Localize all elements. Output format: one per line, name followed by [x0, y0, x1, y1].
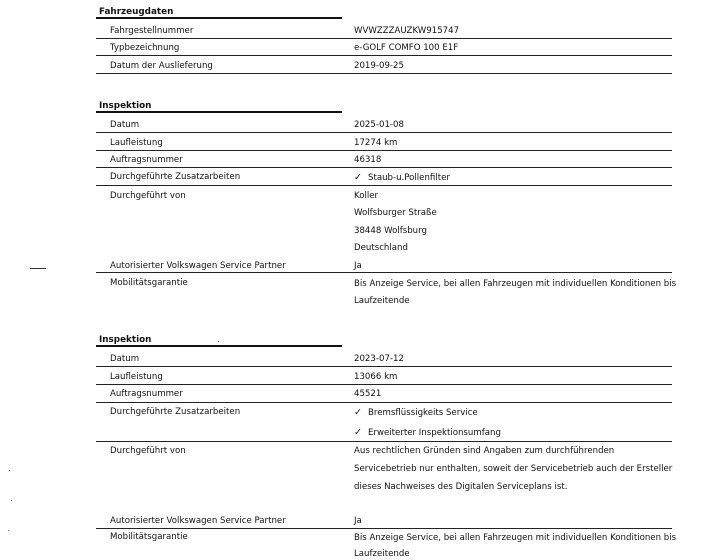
dealer-street: Wolfsburger Straße — [354, 208, 437, 218]
vehicle-section-title: Fahrzeugdaten — [96, 8, 342, 19]
inspection-2-date-label: Datum — [110, 354, 140, 364]
inspection-2-mobility-line-2: Laufzeitende — [354, 549, 410, 559]
row-divider — [96, 73, 672, 74]
extra-text: Bremsflüssigkeits Service — [368, 408, 478, 418]
inspection-1-extra-item — [354, 173, 450, 183]
scan-speck — [218, 341, 219, 342]
row-divider — [96, 528, 672, 529]
inspection-2-done-by-line-2: Servicebetrieb nur enthalten, soweit der Servicebetrieb auch der Ersteller — [354, 464, 673, 474]
row-divider — [96, 402, 672, 403]
dealer-city: 38448 Wolfsburg — [354, 226, 427, 236]
row-divider — [96, 366, 672, 367]
scan-mark — [30, 268, 46, 269]
check-icon: ✓ — [354, 172, 362, 183]
row-divider — [96, 441, 672, 442]
row-divider — [96, 185, 672, 186]
inspection-1-mileage-label: Laufleistung — [110, 138, 163, 148]
scan-speck — [8, 530, 9, 531]
inspection-1-extras-label: Durchgeführte Zusatzarbeiten — [110, 172, 241, 182]
inspection-1-date: 2025-01-08 — [354, 120, 404, 130]
inspection-1-date-label: Datum — [110, 120, 140, 130]
inspection-1-title: Inspektion — [96, 102, 342, 113]
inspection-2-extra-item — [354, 408, 478, 418]
dealer-country: Deutschland — [354, 243, 408, 253]
vin-value: WVWZZZAUZKW915747 — [354, 26, 460, 36]
dealer-name: Koller — [354, 191, 379, 201]
delivery-date-value: 2019-09-25 — [354, 61, 404, 71]
scan-speck — [9, 470, 10, 471]
inspection-2-mobility-line-1: Bis Anzeige Service, bei allen Fahrzeugen mit individuellen Konditionen bis — [354, 533, 677, 543]
delivery-date-label: Datum der Auslieferung — [110, 61, 213, 71]
row-divider — [96, 132, 672, 133]
inspection-2-mobility-label: Mobilitätsgarantie — [110, 532, 188, 542]
inspection-2-partner: Ja — [354, 516, 362, 526]
row-divider — [96, 272, 672, 273]
extra-text: Erweiterter Inspektionsumfang — [368, 428, 501, 438]
check-icon: ✓ — [354, 407, 362, 418]
vin-label: Fahrgestellnummer — [110, 26, 194, 36]
extra-text: Staub-u.Pollenfilter — [368, 173, 450, 183]
inspection-1-mileage: 17274 km — [354, 138, 398, 148]
row-divider — [96, 167, 672, 168]
inspection-1-mobility-label: Mobilitätsgarantie — [110, 278, 188, 288]
inspection-2-extra-item — [354, 428, 501, 438]
inspection-2-partner-label: Autorisierter Volkswagen Service Partner — [110, 516, 286, 526]
inspection-2-mileage-label: Laufleistung — [110, 372, 163, 382]
inspection-2-date: 2023-07-12 — [354, 354, 404, 364]
type-value: e-GOLF COMFO 100 E1F — [354, 43, 459, 53]
inspection-1-order-label: Auftragsnummer — [110, 155, 183, 165]
inspection-2-done-by-line-3: dieses Nachweises des Digitalen Serviceplans ist. — [354, 482, 568, 492]
inspection-1-partner-label: Autorisierter Volkswagen Service Partner — [110, 261, 286, 271]
inspection-1-order: 46318 — [354, 155, 382, 165]
inspection-1-mobility-line-1: Bis Anzeige Service, bei allen Fahrzeugen mit individuellen Konditionen bis — [354, 279, 677, 289]
inspection-1-partner: Ja — [354, 261, 362, 271]
row-divider — [96, 38, 672, 39]
inspection-2-done-by-label: Durchgeführt von — [110, 446, 186, 456]
inspection-2-order: 45521 — [354, 389, 382, 399]
inspection-2-done-by-line-1: Aus rechtlichen Gründen sind Angaben zum durchführenden — [354, 446, 615, 456]
inspection-2-extras-label: Durchgeführte Zusatzarbeiten — [110, 407, 241, 417]
inspection-2-mileage: 13066 km — [354, 372, 398, 382]
row-divider — [96, 55, 672, 56]
inspection-2-title: Inspektion — [96, 336, 342, 347]
row-divider — [96, 150, 672, 151]
inspection-1-mobility-line-2: Laufzeitende — [354, 296, 410, 306]
check-icon: ✓ — [354, 427, 362, 438]
scan-speck — [11, 500, 12, 501]
type-label: Typbezeichnung — [110, 43, 180, 53]
row-divider — [96, 384, 672, 385]
inspection-2-order-label: Auftragsnummer — [110, 389, 183, 399]
inspection-1-done-by-label: Durchgeführt von — [110, 191, 186, 201]
